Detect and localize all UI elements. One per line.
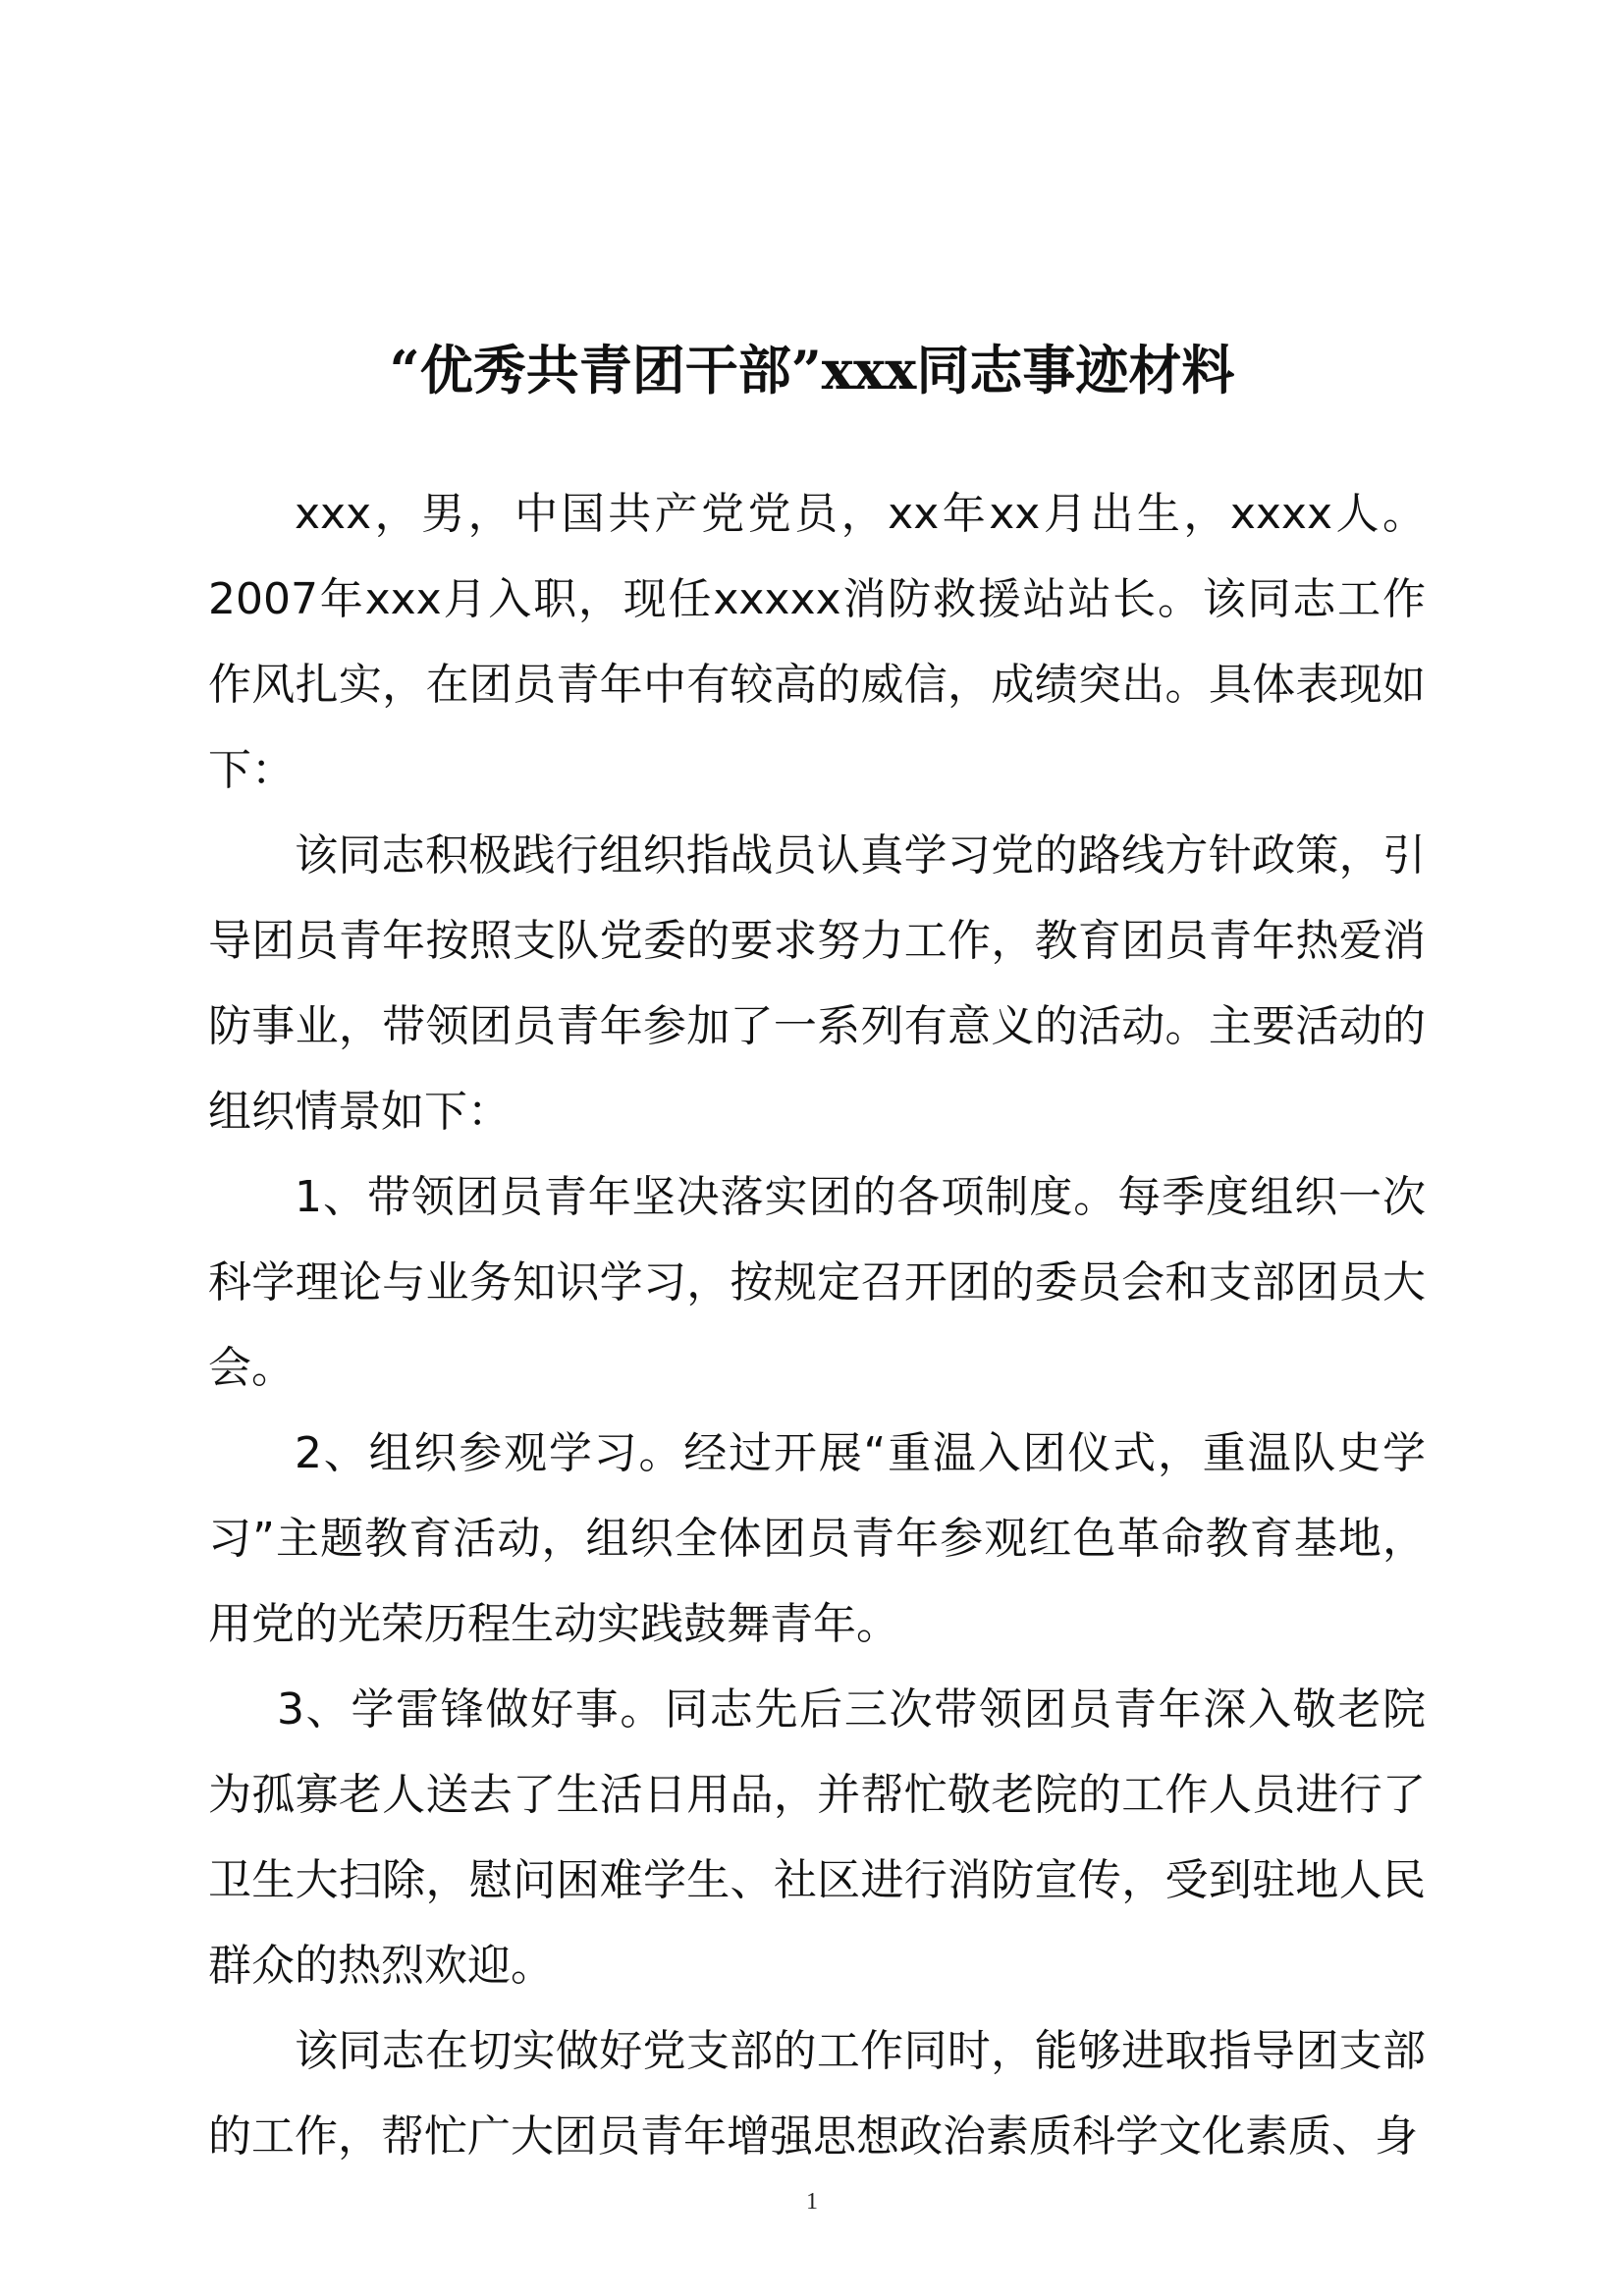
paragraph-closing: 该同志在切实做好党支部的工作同时，能够进取指导团支部的工作，帮忙广大团员青年增强思想政治素质科学文化素质、身: [208, 2026, 1426, 2162]
document-title: “优秀共青团干部”xxx同志事迹材料: [389, 339, 1235, 401]
paragraph-activities: 该同志积极践行组织指战员认真学习党的路线方针政策，引导团员青年按照支队党委的要求努力工作，教育团员青年热爱消防事业，带领团员青年参加了一系列有意义的活动。主要活动的组织情景如下：: [208, 830, 1426, 1137]
document-body: [208, 471, 1426, 2179]
paragraph-item-2: 2、组织参观学习。经过开展“重温入团仪式，重温队史学习”主题教育活动，组织全体团员青年参观红色革命教育基地，用党的光荣历程生动实践鼓舞青年。: [208, 1428, 1426, 1649]
paragraph-item-3: 3、学雷锋做好事。同志先后三次带领团员青年深入敬老院为孤寡老人送去了生活日用品，并帮忙敬老院的工作人员进行了卫生大扫除，慰问困难学生、社区进行消防宣传，受到驻地人民群众的热烈欢迎。: [208, 1684, 1426, 1991]
page-number: 1: [806, 2189, 818, 2215]
paragraph-intro: xxx，男，中国共产党党员，xx年xx月出生，xxxx人。2007年xxx月入职，现任xxxxx消防救援站站长。该同志工作作风扎实，在团员青年中有较高的威信，成绩突出。具体表现如下：: [208, 489, 1426, 795]
paragraph-item-1: 1、带领团员青年坚决落实团的各项制度。每季度组织一次科学理论与业务知识学习，按规定召开团的委员会和支部团员大会。: [208, 1172, 1426, 1393]
